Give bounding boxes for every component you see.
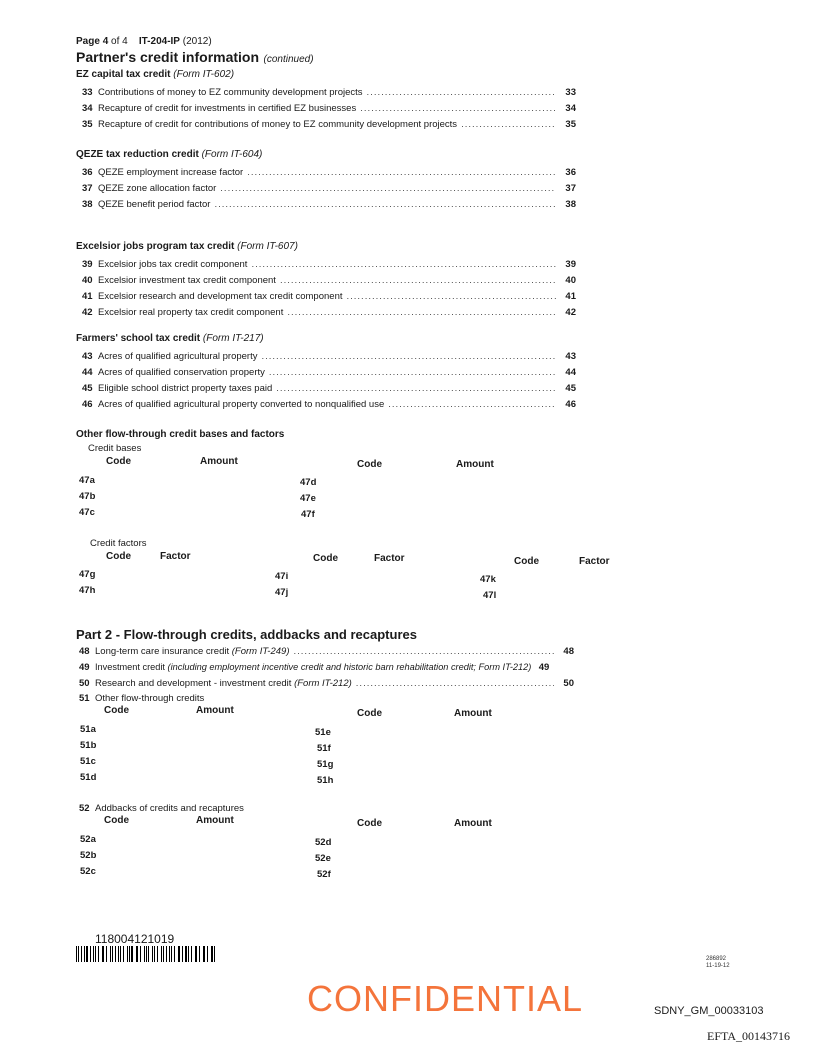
line-ref: 50 (563, 678, 574, 689)
line-41 (82, 291, 576, 303)
line-text: Acres of qualified conservation property (98, 367, 265, 378)
line-37 (82, 183, 576, 195)
barcode-bar (185, 946, 187, 962)
line-ref: 39 (565, 259, 576, 270)
barcode-bar (214, 946, 215, 962)
line-number: 48 (79, 646, 90, 657)
row-label: 51c (80, 756, 96, 767)
line-number: 44 (82, 367, 93, 378)
leader-dots (214, 199, 556, 210)
line-text (95, 662, 531, 672)
barcode-bar (86, 946, 88, 962)
page-title (76, 49, 314, 67)
form-id: IT-204-IP (138, 36, 180, 47)
leader-dots (251, 259, 556, 270)
barcode-bar (188, 946, 189, 962)
line-number: 43 (82, 351, 93, 362)
line-ref: 34 (565, 103, 576, 114)
line-33 (82, 87, 576, 99)
line-ref: 44 (565, 367, 576, 378)
line-ref: 41 (565, 291, 576, 302)
barcode-bar (76, 946, 77, 962)
row-label: 52b (80, 850, 97, 861)
line-number: 52 (79, 803, 90, 814)
barcode-bar (84, 946, 85, 962)
line-36 (82, 167, 576, 179)
barcode-bar (123, 946, 124, 962)
row-label: 51h (317, 775, 334, 786)
barcode-bar (196, 946, 197, 962)
col-header-factor: Factor (579, 556, 610, 567)
barcode-bar (102, 946, 103, 962)
barcode-bar (171, 946, 172, 962)
barcode (76, 946, 216, 962)
stamp-code: 286892 (706, 956, 727, 962)
row-label: 47f (301, 509, 315, 520)
leader-dots (261, 351, 556, 362)
barcode-bar (211, 946, 213, 962)
leader-dots (461, 119, 556, 130)
barcode-bar (203, 946, 204, 962)
line-text: Recapture of credit for contributions of money to EZ community development projects (98, 119, 458, 130)
leader-dots (280, 275, 556, 286)
barcode-bar (112, 946, 113, 962)
leader-dots (347, 291, 557, 302)
line-number: 38 (82, 199, 93, 210)
col-header-code: Code (104, 705, 129, 716)
line-ref: 46 (565, 399, 576, 410)
line-text: Excelsior real property tax credit component (98, 307, 284, 318)
line-text: Contributions of money to EZ community development projects (98, 87, 363, 98)
form-year: (2012) (182, 36, 212, 47)
col-header-code: Code (104, 815, 129, 826)
confidential-watermark: CONFIDENTIAL (307, 978, 584, 1019)
row-label: 47l (483, 590, 497, 601)
line-number: 35 (82, 119, 93, 130)
page-header (76, 36, 212, 47)
barcode-bar (148, 946, 149, 962)
col-header-amount: Amount (454, 708, 492, 719)
line-number: 40 (82, 275, 93, 286)
line-48-form: (Form IT-249) (231, 646, 290, 657)
row-label: 47c (79, 507, 95, 518)
row-label: 52c (80, 866, 96, 877)
barcode-bar (199, 946, 200, 962)
line-number: 39 (82, 259, 93, 270)
barcode-bar (118, 946, 119, 962)
line-number: 36 (82, 167, 93, 178)
barcode-bar (146, 946, 147, 962)
efta-number: EFTA_00143716 (707, 1029, 791, 1043)
col-header-amount: Amount (456, 459, 494, 470)
col-header-code: Code (106, 456, 131, 467)
line-number: 37 (82, 183, 93, 194)
line-44 (82, 367, 576, 379)
page-number: 4 (102, 36, 109, 47)
line-ref: 37 (565, 183, 576, 194)
title-main: Partner's credit information (76, 49, 260, 65)
line-text: Excelsior research and development tax credit component (98, 291, 343, 302)
line-40 (82, 275, 576, 287)
line-text (95, 678, 352, 689)
line-34 (82, 103, 576, 115)
barcode-bar (207, 946, 208, 962)
row-label: 47k (480, 574, 496, 585)
row-label: 47i (275, 571, 289, 582)
page-of: of 4 (111, 36, 128, 47)
barcode-bar (157, 946, 158, 962)
row-label: 51d (80, 772, 97, 783)
barcode-bar (174, 946, 175, 962)
leader-dots (388, 399, 556, 410)
qeze-heading: QEZE tax reduction credit (76, 149, 199, 160)
line-text: Excelsior jobs tax credit component (98, 259, 248, 270)
line-45 (82, 383, 576, 395)
excelsior-section-heading (76, 241, 298, 252)
row-label: 47d (300, 477, 317, 488)
row-label: 47j (275, 587, 289, 598)
barcode-bar (144, 946, 145, 962)
line-ref: 36 (565, 167, 576, 178)
ez-heading: EZ capital tax credit (76, 69, 171, 80)
line-text: Other flow-through credits (95, 693, 205, 704)
barcode-bar (95, 946, 96, 962)
col-header-amount: Amount (196, 815, 234, 826)
line-text: QEZE zone allocation factor (98, 183, 217, 194)
barcode-number: 118004121019 (95, 932, 175, 946)
barcode-bar (131, 946, 133, 962)
line-text: Recapture of credit for investments in certified EZ businesses (98, 103, 357, 114)
ez-form: (Form IT-602) (173, 69, 235, 80)
leader-dots (220, 183, 556, 194)
stamp-date: 11-19-12 (706, 963, 730, 969)
barcode-bar (136, 946, 137, 962)
farmers-section-heading (76, 333, 264, 344)
barcode-bar (169, 946, 170, 962)
row-label: 47g (79, 569, 96, 580)
leader-dots (269, 367, 556, 378)
barcode-bar (110, 946, 111, 962)
line-number: 46 (82, 399, 93, 410)
barcode-bar (81, 946, 82, 962)
qeze-section-heading (76, 149, 262, 160)
barcode-bar (178, 946, 179, 962)
ez-section-heading (76, 69, 234, 80)
barcode-bar (78, 946, 79, 962)
barcode-bar (115, 946, 116, 962)
barcode-bar (106, 946, 108, 962)
barcode-bar (120, 946, 121, 962)
farmers-form: (Form IT-217) (202, 333, 264, 344)
line-text: QEZE employment increase factor (98, 167, 244, 178)
excelsior-form: (Form IT-607) (237, 241, 298, 252)
barcode-bar (103, 946, 104, 962)
line-text: Acres of qualified agricultural property (98, 351, 258, 362)
line-49-text: Investment credit (95, 662, 165, 672)
row-label: 47h (79, 585, 96, 596)
line-ref: 38 (565, 199, 576, 210)
barcode-bar (195, 946, 196, 962)
line-ref: 45 (565, 383, 576, 394)
farmers-heading: Farmers' school tax credit (76, 333, 201, 344)
row-label: 51f (317, 743, 331, 754)
line-39 (82, 259, 576, 271)
line-text: Eligible school district property taxes paid (98, 383, 273, 394)
title-suffix: (continued) (263, 54, 314, 65)
leader-dots (293, 646, 554, 657)
col-header-code: Code (514, 556, 539, 567)
col-header-factor: Factor (160, 551, 191, 562)
row-label: 47a (79, 475, 95, 486)
col-header-code: Code (106, 551, 131, 562)
row-label: 52f (317, 869, 331, 880)
barcode-bar (163, 946, 164, 962)
col-header-code: Code (357, 459, 382, 470)
line-number: 51 (79, 693, 90, 704)
col-header-code: Code (313, 553, 338, 564)
line-38 (82, 199, 576, 211)
line-text: Addbacks of credits and recaptures (95, 803, 244, 814)
line-51 (79, 693, 379, 705)
page-label: Page (76, 36, 100, 47)
col-header-code: Code (357, 818, 382, 829)
line-number: 33 (82, 87, 93, 98)
barcode-bar (191, 946, 192, 962)
row-label: 51b (80, 740, 97, 751)
line-ref: 35 (565, 119, 576, 130)
barcode-bar (154, 946, 156, 962)
row-label: 52a (80, 834, 96, 845)
leader-dots (356, 678, 554, 689)
col-header-code: Code (357, 708, 382, 719)
leader-dots (287, 307, 556, 318)
col-header-factor: Factor (374, 553, 405, 564)
row-label: 51e (315, 727, 331, 738)
line-46 (82, 399, 576, 411)
line-50-text: Research and development - investment credit (95, 678, 292, 689)
line-text: Excelsior investment tax credit component (98, 275, 276, 286)
line-48-text: Long-term care insurance credit (95, 646, 230, 657)
line-number: 45 (82, 383, 93, 394)
barcode-bar (161, 946, 162, 962)
line-49 (79, 662, 574, 674)
line-number: 41 (82, 291, 93, 302)
line-49-note: (including employment incentive credit and historic barn rehabilitation credit; Form IT-212) (167, 662, 532, 672)
line-number: 49 (79, 662, 90, 673)
barcode-bar (127, 946, 128, 962)
line-35 (82, 119, 576, 131)
credit-factors-label: Credit factors (90, 538, 147, 549)
part2-heading: Part 2 - Flow-through credits, addbacks and recaptures (76, 627, 417, 642)
barcode-bar (152, 946, 153, 962)
row-label: 52d (315, 837, 332, 848)
line-50-form: (Form IT-212) (294, 678, 352, 689)
col-header-amount: Amount (454, 818, 492, 829)
col-header-amount: Amount (200, 456, 238, 467)
line-ref: 49 (538, 662, 550, 673)
line-52 (79, 803, 379, 815)
line-ref: 43 (565, 351, 576, 362)
barcode-bar (93, 946, 94, 962)
line-number: 42 (82, 307, 93, 318)
line-48 (79, 646, 574, 658)
barcode-bar (179, 946, 180, 962)
line-50 (79, 678, 574, 690)
row-label: 47b (79, 491, 96, 502)
row-label: 51g (317, 759, 334, 770)
barcode-bar (129, 946, 130, 962)
leader-dots (247, 167, 556, 178)
line-text: QEZE benefit period factor (98, 199, 211, 210)
line-43 (82, 351, 576, 363)
line-ref: 48 (563, 646, 574, 657)
barcode-bar (98, 946, 99, 962)
row-label: 52e (315, 853, 331, 864)
barcode-bar (204, 946, 205, 962)
leader-dots (367, 87, 556, 98)
barcode-bar (166, 946, 167, 962)
barcode-bar (182, 946, 183, 962)
line-text (95, 646, 289, 657)
bates-number: SDNY_GM_00033103 (654, 1005, 764, 1017)
line-ref: 42 (565, 307, 576, 318)
line-ref: 33 (565, 87, 576, 98)
credit-bases-label: Credit bases (88, 443, 142, 454)
line-text: Acres of qualified agricultural property converted to nonqualified use (98, 399, 385, 410)
barcode-bar (90, 946, 91, 962)
qeze-form: (Form IT-604) (201, 149, 263, 160)
line-ref: 40 (565, 275, 576, 286)
row-label: 47e (300, 493, 316, 504)
barcode-bar (137, 946, 138, 962)
excelsior-heading: Excelsior jobs program tax credit (76, 241, 235, 252)
line-42 (82, 307, 576, 319)
leader-dots (276, 383, 556, 394)
barcode-bar (140, 946, 141, 962)
row-label: 51a (80, 724, 96, 735)
other-section-heading: Other flow-through credit bases and factors (76, 429, 285, 440)
leader-dots (360, 103, 556, 114)
line-number: 34 (82, 103, 93, 114)
col-header-amount: Amount (196, 705, 234, 716)
line-number: 50 (79, 678, 90, 689)
